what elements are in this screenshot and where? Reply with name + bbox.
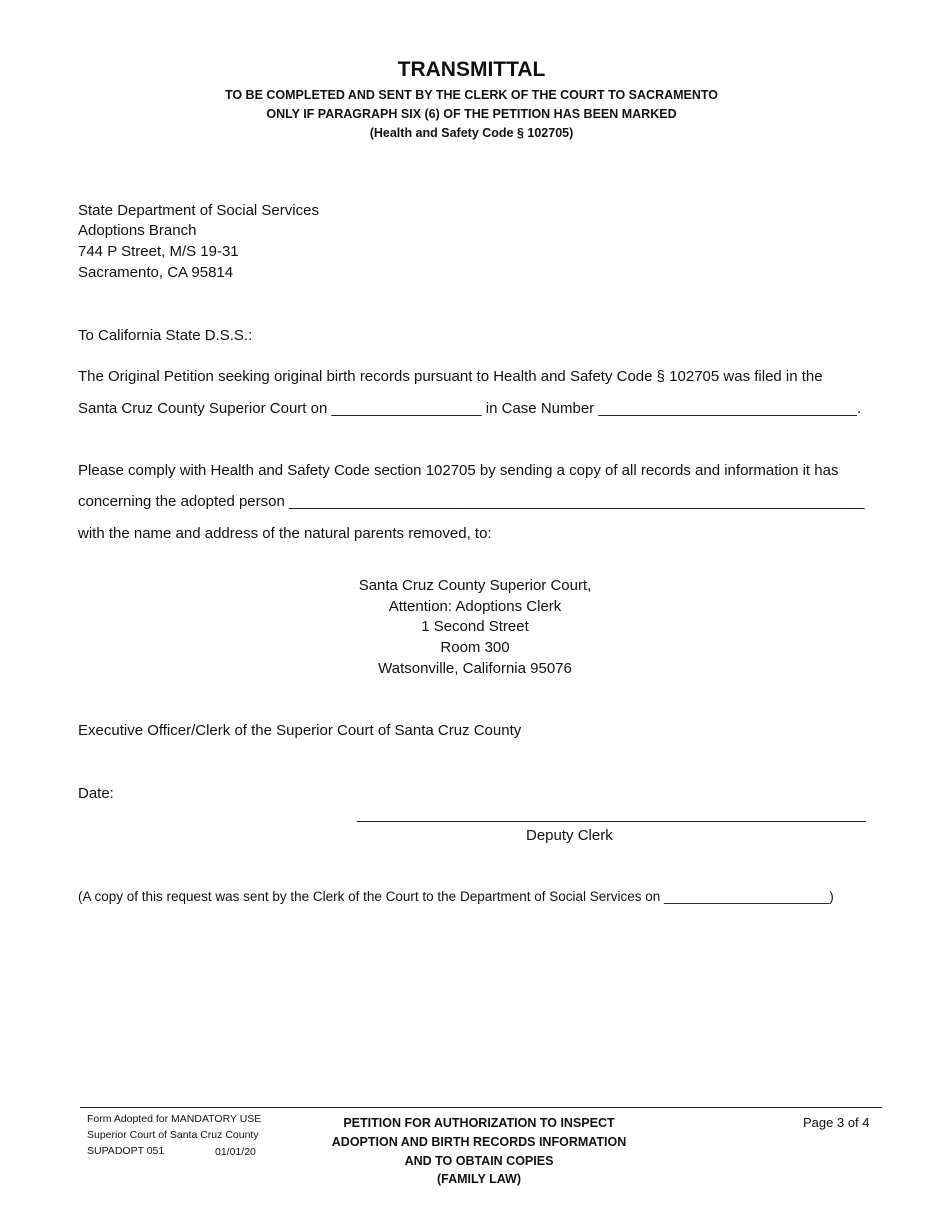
recipient-address-line: Adoptions Branch	[78, 222, 197, 239]
footer-form-number: SUPADOPT 051	[87, 1145, 165, 1157]
salutation: To California State D.S.S.:	[78, 327, 253, 344]
subtitle-code-reference: (Health and Safety Code § 102705)	[369, 126, 574, 140]
natural-parents-removed-text: with the name and address of the natural parents removed, to:	[78, 525, 492, 542]
copy-sent-note: (A copy of this request was sent by the Clerk of the Court to the Department of Social Services on ______________________)	[78, 889, 834, 904]
page-title: TRANSMITTAL	[397, 58, 546, 81]
footer-form-title-line: (FAMILY LAW)	[436, 1172, 522, 1186]
return-address-line: Room 300	[440, 639, 510, 656]
footer-form-adopted: Form Adopted for MANDATORY USE	[87, 1113, 262, 1125]
filing-date-case-number-line[interactable]: Santa Cruz County Superior Court on __________________ in Case Number _______________________________.	[78, 400, 862, 417]
footer-court-name: Superior Court of Santa Cruz County	[87, 1129, 259, 1141]
subtitle-line-2: ONLY IF PARAGRAPH SIX (6) OF THE PETITION HAS BEEN MARKED	[266, 107, 677, 121]
return-address-line: Attention: Adoptions Clerk	[388, 598, 562, 615]
return-address-line: Watsonville, California 95076	[378, 660, 572, 677]
return-address-line: 1 Second Street	[421, 618, 529, 635]
comply-request-text: Please comply with Health and Safety Code section 102705 by sending a copy of all records and information it has	[78, 462, 839, 479]
signature-line[interactable]: _____________________________________________________________	[357, 806, 866, 823]
return-address-line: Santa Cruz County Superior Court,	[358, 577, 592, 594]
recipient-address-line: State Department of Social Services	[78, 202, 319, 219]
date-label: Date:	[78, 785, 114, 802]
footer-divider	[80, 1107, 882, 1108]
page-number: Page 3 of 4	[803, 1115, 870, 1130]
recipient-address-line: Sacramento, CA 95814	[78, 264, 234, 281]
subtitle-line-1: TO BE COMPLETED AND SENT BY THE CLERK OF THE COURT TO SACRAMENTO	[224, 88, 719, 102]
footer-form-title-line: AND TO OBTAIN COPIES	[404, 1154, 554, 1168]
footer-form-date: 01/01/20	[215, 1146, 256, 1158]
petition-filed-text: The Original Petition seeking original birth records pursuant to Health and Safety Code § 102705 was filed in the	[78, 368, 823, 385]
recipient-address-line: 744 P Street, M/S 19-31	[78, 243, 239, 260]
deputy-clerk-label: Deputy Clerk	[526, 827, 613, 844]
footer-form-title-line: ADOPTION AND BIRTH RECORDS INFORMATION	[331, 1135, 627, 1149]
footer-form-title-line: PETITION FOR AUTHORIZATION TO INSPECT	[343, 1116, 615, 1130]
executive-officer-line: Executive Officer/Clerk of the Superior Court of Santa Cruz County	[78, 722, 522, 739]
adopted-person-line[interactable]: concerning the adopted person _____________________________________________________________________	[78, 493, 865, 510]
